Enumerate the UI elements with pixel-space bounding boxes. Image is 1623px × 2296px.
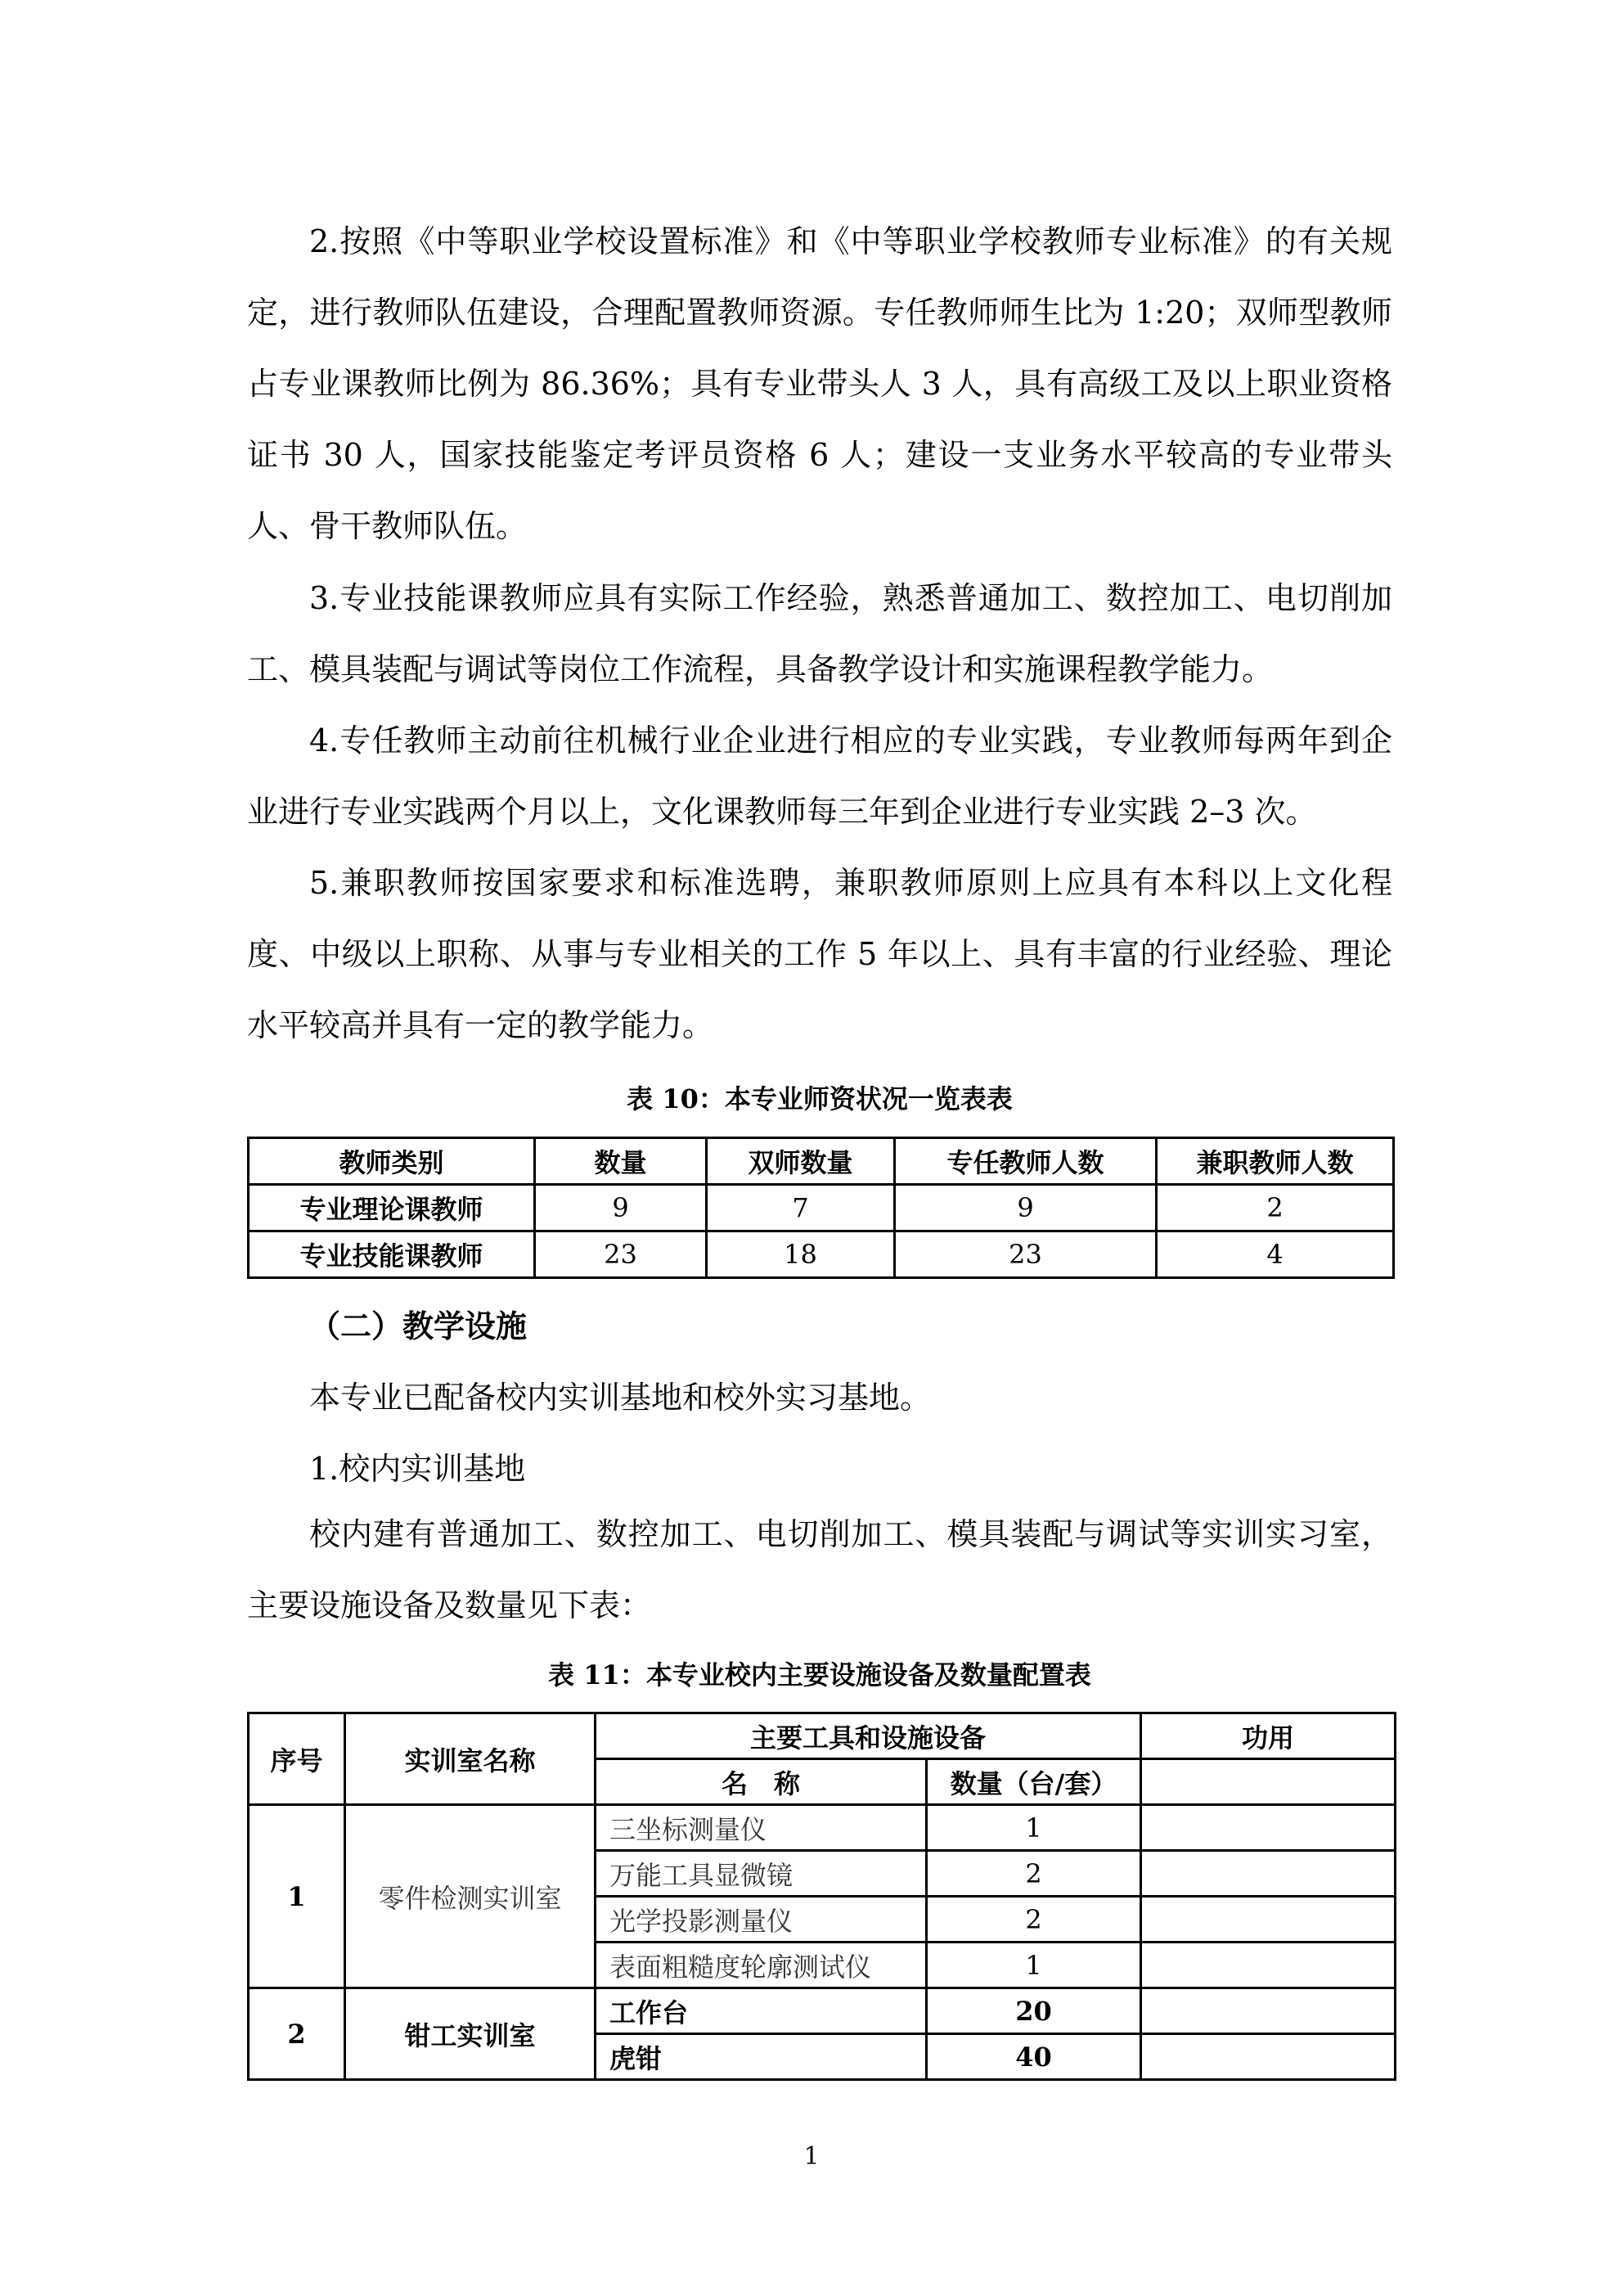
table-cell: 23 bbox=[895, 1231, 1157, 1278]
header-equipment-qty: 数量（台/套） bbox=[927, 1759, 1141, 1805]
header-function: 功用 bbox=[1141, 1713, 1396, 1759]
table-cell-room: 零件检测实训室 bbox=[345, 1805, 596, 1988]
table-cell-equipment: 工作台 bbox=[596, 1988, 927, 2034]
paragraph-part-time-teachers: 5.兼职教师按国家要求和标准选聘，兼职教师原则上应具有本科以上文化程度、中级以上职称、从事与专业相关的工作 5 年以上、具有丰富的行业经验、理论水平较高并具有一定的教学能力。 bbox=[247, 865, 1392, 1043]
table-cell-qty: 40 bbox=[927, 2034, 1141, 2080]
table-row bbox=[249, 1185, 1394, 1231]
table-header-row bbox=[249, 1713, 1396, 1759]
table-cell: 23 bbox=[535, 1231, 707, 1278]
table-cell: 9 bbox=[895, 1185, 1157, 1231]
header-room-name: 实训室名称 bbox=[345, 1713, 596, 1805]
header-fulltime-count: 专任教师人数 bbox=[895, 1138, 1157, 1185]
table-cell: 9 bbox=[535, 1185, 707, 1231]
paragraph-enterprise-practice: 4.专任教师主动前往机械行业企业进行相应的专业实践，专业教师每两年到企业进行专业实践两个月以上，文化课教师每三年到企业进行专业实践 2–3 次。 bbox=[247, 723, 1392, 830]
paragraph-teacher-team: 2.按照《中等职业学校设置标准》和《中等职业学校教师专业标准》的有关规定，进行教师队伍建设，合理配置教师资源。专任教师师生比为 1:20；双师型教师占专业课教师比例为 86.36%；具有专业带头人 3 人，具有高级工及以上职业资格证书 30 人，国家技能鉴定考评员资格 6 人；建设一支业务水平较高的专业带头人、骨干教师队伍。 bbox=[247, 223, 1392, 544]
header-seq: 序号 bbox=[249, 1713, 345, 1805]
header-main-equipment: 主要工具和设施设备 bbox=[596, 1713, 1141, 1759]
table-cell-room: 钳工实训室 bbox=[345, 1988, 596, 2080]
table-row bbox=[249, 1805, 1396, 1851]
table10-caption: 表 10：本专业师资状况一览表表 bbox=[627, 1083, 1013, 1114]
table-cell-function bbox=[1141, 1851, 1396, 1897]
page-number: 1 bbox=[803, 2142, 820, 2171]
table-cell-equipment: 虎钳 bbox=[596, 2034, 927, 2080]
table11-caption: 表 11：本专业校内主要设施设备及数量配置表 bbox=[548, 1659, 1091, 1690]
table-cell: 2 bbox=[1157, 1185, 1394, 1231]
header-equipment-name: 名 称 bbox=[596, 1759, 927, 1805]
table-row bbox=[249, 1988, 1396, 2034]
table-cell: 专业技能课教师 bbox=[249, 1231, 535, 1278]
header-teacher-type: 教师类别 bbox=[249, 1138, 535, 1185]
table-cell-equipment: 表面粗糙度轮廓测试仪 bbox=[596, 1943, 927, 1988]
table-cell: 7 bbox=[707, 1185, 895, 1231]
table-cell-function bbox=[1141, 1988, 1396, 2034]
table-cell-qty: 20 bbox=[927, 1988, 1141, 2034]
header-dual-count: 双师数量 bbox=[707, 1138, 895, 1185]
table-cell: 4 bbox=[1157, 1231, 1394, 1278]
table-cell-qty: 2 bbox=[927, 1851, 1141, 1897]
table-cell-qty: 2 bbox=[927, 1897, 1141, 1943]
header-count: 数量 bbox=[535, 1138, 707, 1185]
header-parttime-count: 兼职教师人数 bbox=[1157, 1138, 1394, 1185]
paragraph-skill-teachers: 3.专业技能课教师应具有实际工作经验，熟悉普通加工、数控加工、电切削加工、模具装配与调试等岗位工作流程，具备教学设计和实施课程教学能力。 bbox=[247, 580, 1392, 687]
table-cell-function bbox=[1141, 1897, 1396, 1943]
table-cell-qty: 1 bbox=[927, 1805, 1141, 1851]
table-cell-seq: 2 bbox=[249, 1988, 345, 2080]
table-cell-equipment: 光学投影测量仪 bbox=[596, 1897, 927, 1943]
table-cell-function bbox=[1141, 1805, 1396, 1851]
teacher-status-table bbox=[247, 1137, 1395, 1279]
subsection-title: 1.校内实训基地 bbox=[309, 1451, 526, 1487]
table-cell-equipment: 万能工具显微镜 bbox=[596, 1851, 927, 1897]
section-intro: 本专业已配备校内实训基地和校外实习基地。 bbox=[309, 1380, 932, 1416]
table-cell-function bbox=[1141, 1943, 1396, 1988]
table-cell: 专业理论课教师 bbox=[249, 1185, 535, 1231]
table-cell-equipment: 三坐标测量仪 bbox=[596, 1805, 927, 1851]
table-cell-seq: 1 bbox=[249, 1805, 345, 1988]
section-heading: （二）教学设施 bbox=[309, 1308, 528, 1344]
table-cell-function bbox=[1141, 2034, 1396, 2080]
table-cell: 18 bbox=[707, 1231, 895, 1278]
header-function-blank bbox=[1141, 1759, 1396, 1805]
table-cell-qty: 1 bbox=[927, 1943, 1141, 1988]
paragraph-facilities: 校内建有普通加工、数控加工、电切削加工、模具装配与调试等实训实习室，主要设施设备及数量见下表： bbox=[247, 1516, 1392, 1623]
table-row bbox=[249, 1231, 1394, 1278]
facility-equipment-table bbox=[247, 1712, 1396, 2081]
table-header-row bbox=[249, 1138, 1394, 1185]
